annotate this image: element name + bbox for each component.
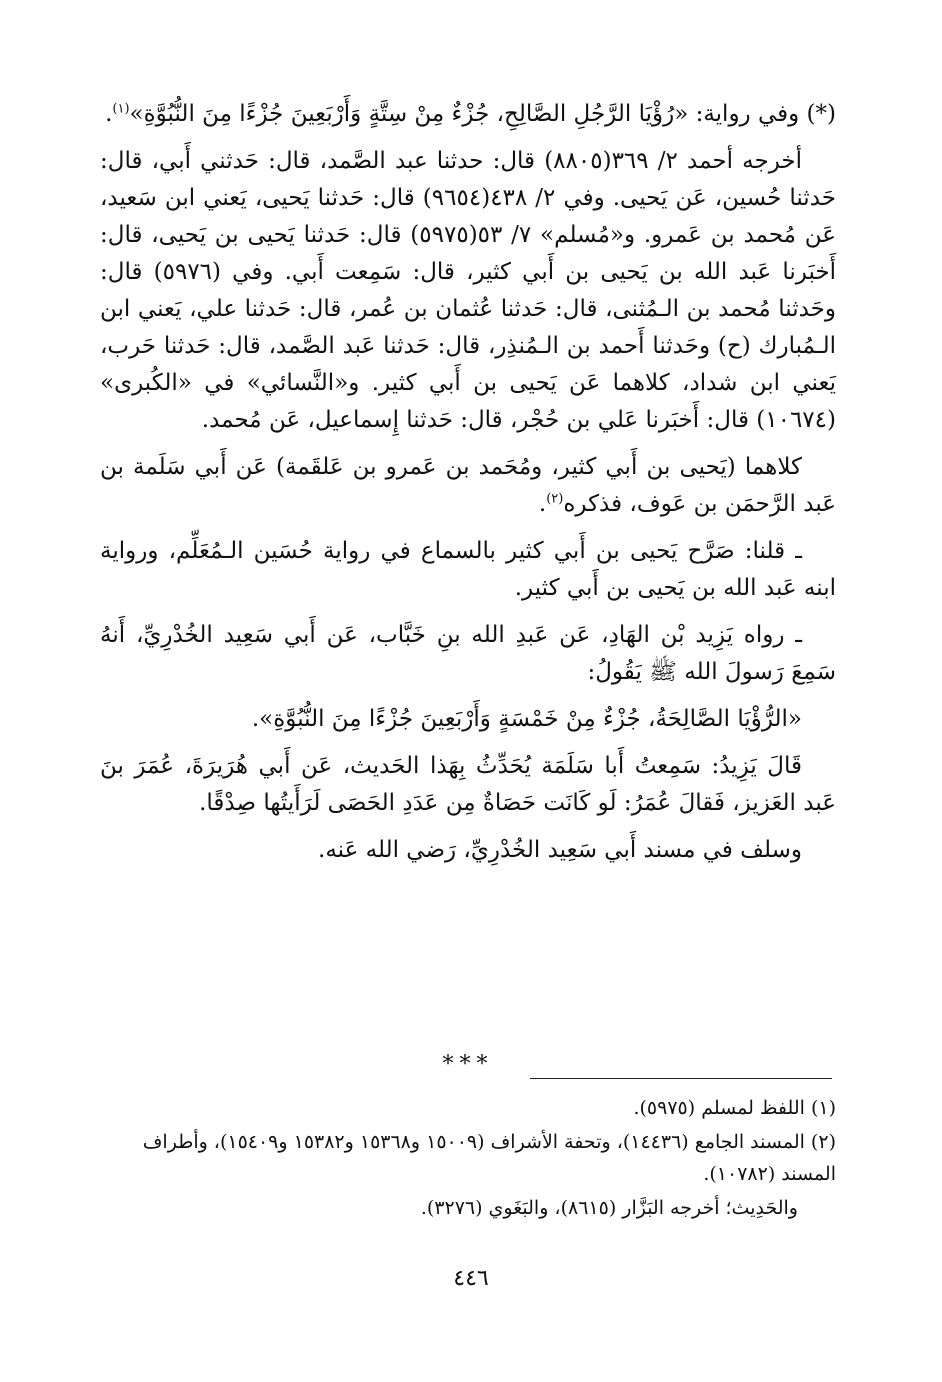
paragraph-previous-reference: وسلف في مسند أَبي سَعِيد الخُدْرِيِّ، رَضي الله عَنه. [318,837,802,863]
paragraph-yazid-said: قَالَ يَزِيدُ: سَمِعتُ أَبا سَلَمَة يُحَدِّثُ بِهَذا الحَديث، عَن أَبي هُرَيرَةَ، عُمَرَ بنَ عَبد العَزيز، فَقالَ عُمَرُ: لَو كَانَت حَصَاةٌ مِن عَدَدِ الحَصَى لَرَأَيتُها صِدْقًا. [100,753,836,816]
variant-narration-text: (*) وفي رواية: «رُؤْيَا الرَّجُلِ الصَّالِحِ، جُزْءٌ مِنْ سِتَّةٍ وَأَرْبَعِينَ جُزْءًا مِنَ النُّبُوَّةِ» [129,101,836,127]
section-separator: *** [442,1052,494,1077]
variant-narration-end: . [105,101,113,127]
footnote-2-continuation: والحَدِيث؛ أخرجه البَزَّار (٨٦١٥)، والبَغَوي (٣٢٧٦). [420,1197,798,1219]
paragraph-takhrij: أخرجه أحمد ٢/ ٣٦٩(٨٨٠٥) قال: حدثنا عبد الصَّمد، قال: حَدثني أَبي، قال: حَدثنا حُسين، عَن يَحيى. وفي ٢/ ٤٣٨(٩٦٥٤) قال: حَدثنا يَحيى، يَعني ابن سَعيد، عَن مُحمد بن عَمرو. و«مُسلم» ٧/ ٥٣(٥٩٧٥) قال: حَدثنا يَحيى بن يَحيى، قال: أَخبَرنا عَبد الله بن يَحيى بن أَبي كثير، قال: سَمِعت أَبي. وفي (٥٩٧٦) قال: وحَدثنا مُحمد بن الـمُثنى، قال: حَدثنا عُثمان بن عُمر، قال: حَدثنا علي، يَعني ابن الـمُبارك (ح) وحَدثنا أَحمد بن الـمُنذِر، قال: حَدثنا عَبد الصَّمد، قال: حَدثنا حَرب، يَعني ابن شداد، كلاهما عَن يَحيى بن أَبي كثير. و«النَّسائي» في «الكُبرى» (١٠٦٧٤) قال: أَخبَرنا عَلي بن حُجْر، قال: حَدثنا إِسماعيل، عَن مُحمد. [100,148,837,433]
both-narrators-text: كلاهما (يَحيى بن أَبي كثير، ومُحَمد بن عَمرو بن عَلقَمة) عَن أَبي سَلَمة بن عَبد الرَّحمَن بن عَوف، فذكره [100,454,836,517]
paragraph-hadith-text: «الرُّؤْيَا الصَّالِحَةُ، جُزْءٌ مِنْ خَمْسَةٍ وَأَرْبَعِينَ جُزْءًا مِنَ النُّبُوَّةِ». [251,706,802,732]
footnote-rule [530,1078,832,1079]
paragraph-both-narrators [100,449,836,523]
footnote-ref-2[interactable]: (٢) [546,491,564,507]
footnotes [100,1092,836,1226]
both-narrators-end: . [538,491,547,517]
main-text [100,96,836,879]
footnote-ref-1[interactable]: (١) [112,101,130,117]
footnote-1: (١) اللفظ لمسلم (٥٩٧٥). [633,1097,836,1119]
paragraph-variant-narration [100,96,836,133]
paragraph-yazid-narration: ـ رواه يَزِيد بْن الهَادِ، عَن عَبدِ الله بنِ خَبَّاب، عَن أَبي سَعِيد الخُدْرِيِّ، أَنهُ سَمِعَ رَسولَ الله ﷺ يَقُولُ: [100,622,836,685]
page-number: ٤٤٦ [453,1266,489,1291]
footnote-2: (٢) المسند الجامع (١٤٤٣٦)، وتحفة الأشراف (١٥٠٠٩ و١٥٣٦٨ و١٥٣٨٢ و١٥٤٠٩)، وأطراف المسند (١٠٧٨٢). [142,1131,836,1185]
paragraph-comment: ـ قلنا: صَرَّح يَحيى بن أَبي كثير بالسماع في رواية حُسَين الـمُعَلِّم، ورواية ابنه عَبد الله بن يَحيى بن أَبي كثير. [100,538,836,601]
